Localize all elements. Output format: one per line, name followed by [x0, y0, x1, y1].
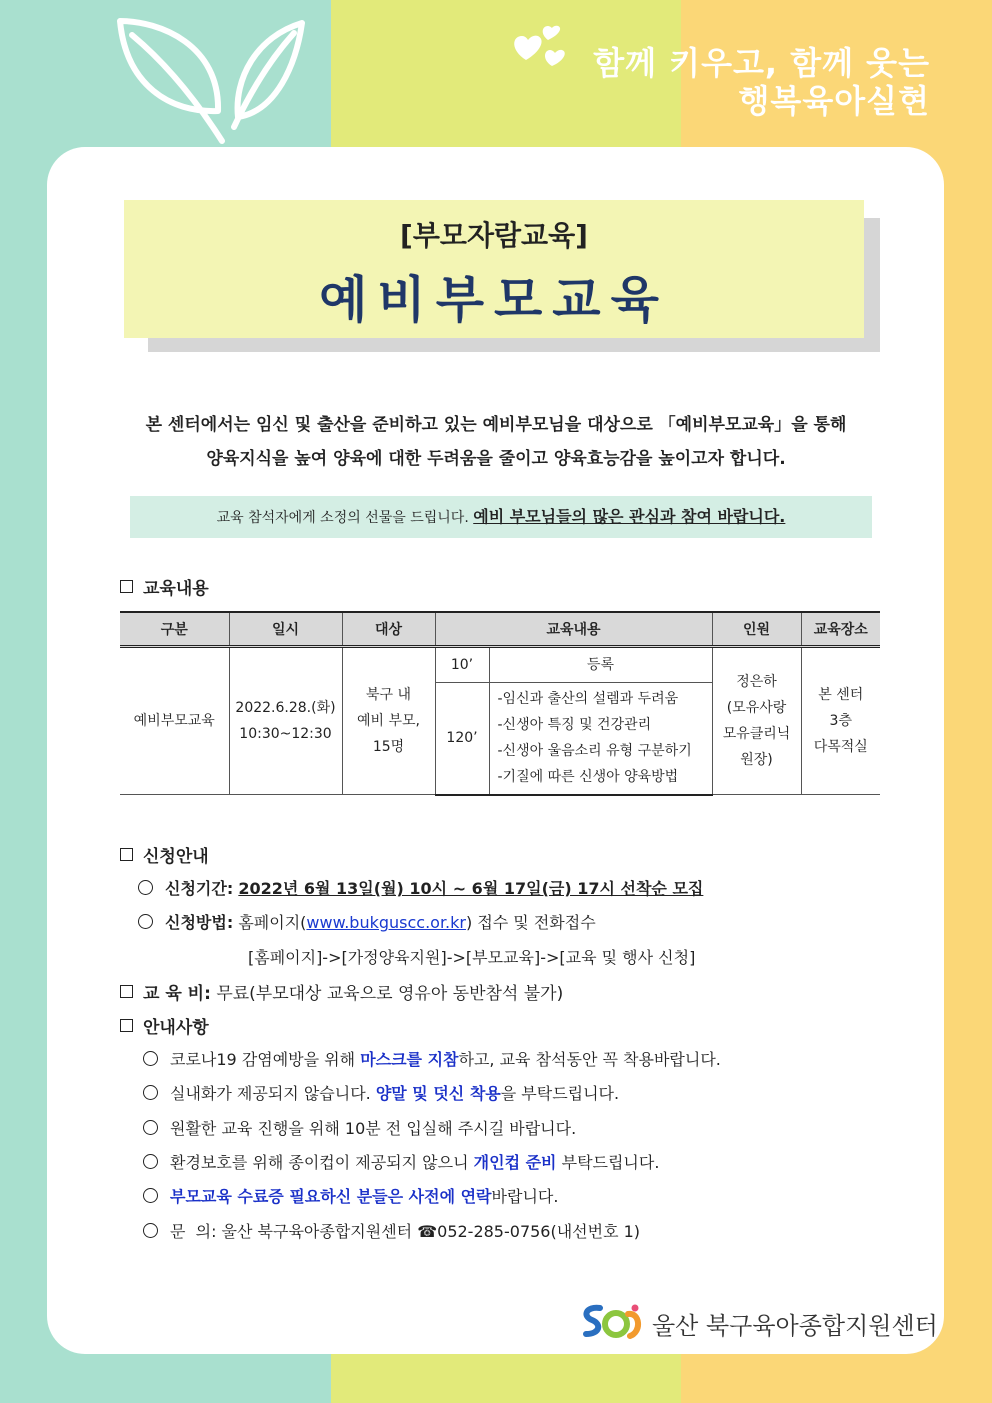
apply-method-label: 신청방법:: [165, 913, 234, 932]
table-header-row: [120, 612, 880, 647]
contact-text: 문 의: 울산 북구육아종합지원센터 ☎052-285-0756(내선번호 1): [170, 1222, 641, 1241]
table-header: 인원: [712, 612, 801, 647]
guide-item: [143, 1150, 659, 1173]
apply-method-pre: 홈페이지(: [238, 913, 307, 932]
guide-text: 코로나19 감염예방을 위해: [170, 1050, 356, 1069]
guide-emphasis: 개인컵 준비: [473, 1153, 557, 1172]
table-cell-staff: [712, 647, 801, 795]
circle-bullet-icon: [143, 1051, 158, 1066]
table-row: [120, 647, 880, 683]
place-line: 다목적실: [813, 739, 868, 755]
fee-label: 교 육 비:: [143, 984, 211, 1004]
section-heading-guide: [120, 1013, 209, 1038]
slogan: [593, 44, 930, 120]
center-logo-text: 울산 북구육아종합지원센터: [652, 1312, 938, 1340]
circle-bullet-icon: [143, 1085, 158, 1100]
apply-period-value: 2022년 6월 13일(월) 10시 ~ 6월 17일(금) 17시 선착순 모집: [238, 879, 704, 898]
guide-item: [143, 1184, 558, 1207]
title-box: [124, 200, 864, 338]
section-heading-label: 교육내용: [143, 579, 209, 599]
section-heading-apply: [120, 842, 209, 867]
gift-notice-emphasis: 예비 부모님들의 많은 관심과 참여 바랍니다.: [473, 507, 786, 526]
table-cell-content: 등록: [489, 647, 712, 683]
table-cell-content: [489, 683, 712, 795]
target-line: 예비 부모,: [357, 713, 420, 729]
checkbox-square-icon: [120, 1019, 133, 1032]
guide-text: 환경보호를 위해 종이컵이 제공되지 않으니: [170, 1153, 469, 1172]
checkbox-square-icon: [120, 848, 133, 861]
table-cell-target: [342, 647, 435, 795]
gift-notice: [130, 496, 872, 538]
place-line: 본 센터: [818, 687, 864, 703]
circle-bullet-icon: [138, 880, 153, 895]
guide-emphasis: 양말 및 덧신 착용: [375, 1084, 501, 1103]
staff-line: 정은하: [736, 674, 777, 690]
slogan-line-1: 함께 키우고, 함께 웃는: [593, 44, 930, 82]
table-cell-category: 예비부모교육: [120, 647, 229, 795]
target-line: 북구 내: [365, 687, 412, 703]
guide-text: 을 부탁드립니다.: [500, 1084, 620, 1103]
page-title: 예비부모교육: [319, 271, 669, 329]
guide-text: 부탁드립니다.: [561, 1153, 660, 1172]
table-cell-place: [801, 647, 880, 795]
table-time: 10:30~12:30: [239, 726, 332, 742]
intro-paragraph: [110, 408, 882, 476]
center-logo-icon: [580, 1302, 646, 1342]
gift-notice-text: 교육 참석자에게 소정의 선물을 드립니다.: [216, 510, 469, 526]
intro-line-2: 양육지식을 높여 양육에 대한 두려움을 줄이고 양육효능감을 높이고자 합니다.: [206, 449, 786, 469]
apply-method: [138, 910, 596, 933]
content-line: -신생아 특징 및 건강관리: [497, 717, 652, 734]
apply-period: [138, 876, 703, 899]
table-header: 대상: [342, 612, 435, 647]
guide-text: 하고, 교육 참석동안 꼭 착용바랍니다.: [458, 1050, 721, 1069]
table-cell-duration: 10’: [435, 647, 489, 683]
education-table: [120, 611, 880, 796]
staff-line: 원장): [740, 752, 773, 768]
guide-item: [143, 1047, 721, 1070]
table-header: 교육장소: [801, 612, 880, 647]
title-subtitle: [부모자람교육]: [400, 219, 588, 252]
guide-text: 바랍니다.: [491, 1187, 559, 1206]
guide-text: 원활한 교육 진행을 위해 10분 전 입실해 주시길 바랍니다.: [170, 1119, 577, 1138]
intro-line-1: 본 센터에서는 임신 및 출산을 준비하고 있는 예비부모님을 대상으로 「예비부모교육」을 통해: [145, 415, 847, 435]
circle-bullet-icon: [143, 1154, 158, 1169]
target-line: 15명: [372, 739, 405, 755]
homepage-link[interactable]: www.bukguscc.or.kr: [306, 913, 466, 932]
guide-text: 실내화가 제공되지 않습니다.: [170, 1084, 371, 1103]
apply-method-path: [홈페이지]->[가정양육지원]->[부모교육]->[교육 및 행사 신청]: [248, 948, 696, 967]
staff-line: (모유사랑: [726, 700, 787, 716]
fee-value: 무료(부모대상 교육으로 영유아 동반참석 불가): [216, 984, 564, 1004]
guide-item-contact: [143, 1219, 640, 1242]
content-line: -신생아 울음소리 유형 구분하기: [497, 743, 692, 760]
circle-bullet-icon: [138, 914, 153, 929]
table-header: 일시: [229, 612, 342, 647]
circle-bullet-icon: [143, 1223, 158, 1238]
content-line: -임신과 출산의 설렘과 두려움: [497, 691, 679, 708]
circle-bullet-icon: [143, 1120, 158, 1135]
checkbox-square-icon: [120, 580, 133, 593]
guide-emphasis: 마스크를 지참: [360, 1050, 459, 1069]
place-line: 3층: [829, 713, 852, 729]
table-date: 2022.6.28.(화): [235, 700, 336, 716]
section-fee: [120, 979, 563, 1004]
section-heading-label: 신청안내: [143, 847, 209, 867]
checkbox-square-icon: [120, 985, 133, 998]
section-heading-content: [120, 574, 209, 599]
table-header: 교육내용: [435, 612, 712, 647]
apply-period-label: 신청기간:: [165, 879, 234, 898]
staff-line: 모유클리닉: [722, 726, 791, 742]
apply-method-post: ) 접수 및 전화접수: [465, 913, 596, 932]
table-cell-duration: 120’: [435, 683, 489, 795]
hearts-icon: [508, 22, 572, 74]
content-line: -기질에 따른 신생아 양육방법: [497, 769, 679, 786]
table-header: 구분: [120, 612, 229, 647]
section-heading-label: 안내사항: [143, 1018, 209, 1038]
table-cell-datetime: [229, 647, 342, 795]
slogan-line-2: 행복육아실현: [738, 82, 930, 120]
guide-item: [143, 1081, 619, 1104]
guide-emphasis: 부모교육 수료증 필요하신 분들은 사전에 연락: [170, 1187, 492, 1206]
leaves-icon: [110, 15, 310, 145]
guide-item: [143, 1116, 576, 1139]
circle-bullet-icon: [143, 1188, 158, 1203]
